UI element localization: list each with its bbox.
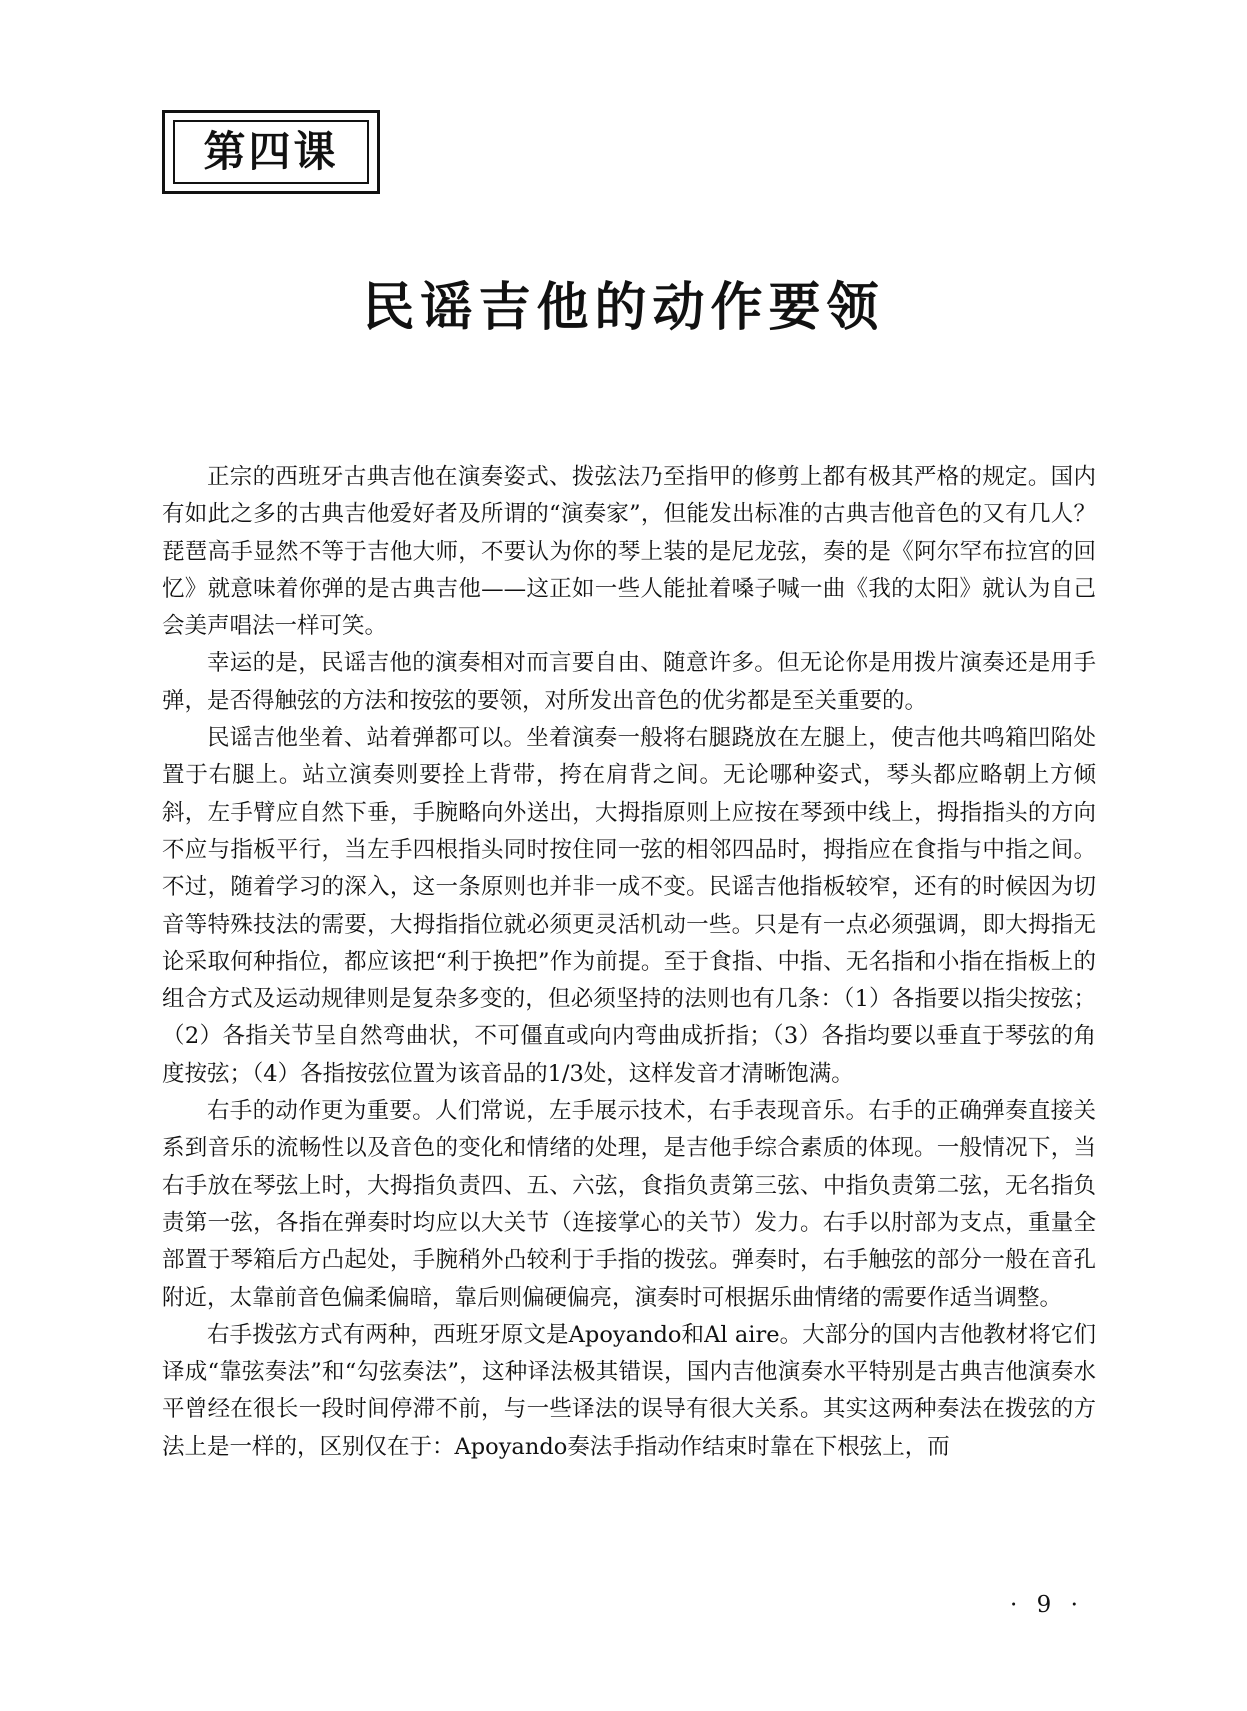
lesson-heading-box <box>162 110 380 194</box>
paragraph-3: 民谣吉他坐着、站着弹都可以。坐着演奏一般将右腿跷放在左腿上，使吉他共鸣箱凹陷处置于右腿上。站立演奏则要拴上背带，挎在肩背之间。无论哪种姿式，琴头都应略朝上方倾斜，左手臂应自然下垂，手腕略向外送出，大拇指原则上应按在琴颈中线上，拇指指头的方向不应与指板平行，当左手四根指头同时按住同一弦的相邻四品时，拇指应在食指与中指之间。不过，随着学习的深入，这一条原则也并非一成不变。民谣吉他指板较窄，还有的时候因为切音等特殊技法的需要，大拇指指位就必须更灵活机动一些。只是有一点必须强调，即大拇指无论采取何种指位，都应该把“利于换把”作为前提。至于食指、中指、无名指和小指在指板上的组合方式及运动规律则是复杂多变的，但必须坚持的法则也有几条：（1）各指要以指尖按弦；（2）各指关节呈自然弯曲状，不可僵直或向内弯曲成折指；（3）各指均要以垂直于琴弦的角度按弦；（4）各指按弦位置为该音品的1/3处，这样发音才清晰饱满。 <box>162 725 1096 1087</box>
body-text <box>162 459 1096 1466</box>
paragraph-4: 右手的动作更为重要。人们常说，左手展示技术，右手表现音乐。右手的正确弹奏直接关系到音乐的流畅性以及音色的变化和情绪的处理，是吉他手综合素质的体现。一般情况下，当右手放在琴弦上时，大拇指负责四、五、六弦，食指负责第三弦、中指负责第二弦，无名指负责第一弦，各指在弹奏时均应以大关节（连接掌心的关节）发力。右手以肘部为支点，重量全部置于琴箱后方凸起处，手腕稍外凸较利于手指的拨弦。弹奏时，右手触弦的部分一般在音孔附近，太靠前音色偏柔偏暗，靠后则偏硬偏亮，演奏时可根据乐曲情绪的需要作适当调整。 <box>162 1098 1096 1311</box>
lesson-label: 第四课 <box>203 127 339 176</box>
lesson-heading-inner-frame <box>173 120 369 184</box>
page-number: · 9 · <box>1010 1592 1084 1618</box>
paragraph-5: 右手拨弦方式有两种，西班牙原文是Apoyando和Al aire。大部分的国内吉他教材将它们译成“靠弦奏法”和“勾弦奏法”，这种译法极其错误，国内吉他演奏水平特别是古典吉他演奏水平曾经在很长一段时间停滞不前，与一些译法的误导有很大关系。其实这两种奏法在拨弦的方法上是一样的，区别仅在于：Apoyando奏法手指动作结束时靠在下根弦上，而 <box>162 1321 1096 1460</box>
paragraph-2: 幸运的是，民谣吉他的演奏相对而言要自由、随意许多。但无论你是用拨片演奏还是用手弹，是否得触弦的方法和按弦的要领，对所发出音色的优劣都是至关重要的。 <box>162 650 1096 714</box>
chapter-title: 民谣吉他的动作要领 <box>362 277 885 338</box>
paragraph-1: 正宗的西班牙古典吉他在演奏姿式、拨弦法乃至指甲的修剪上都有极其严格的规定。国内有如此之多的古典吉他爱好者及所谓的“演奏家”，但能发出标准的古典吉他音色的又有几人？琵琶高手显然不等于吉他大师，不要认为你的琴上装的是尼龙弦，奏的是《阿尔罕布拉宫的回忆》就意味着你弹的是古典吉他——这正如一些人能扯着嗓子喊一曲《我的太阳》就认为自己会美声唱法一样可笑。 <box>162 464 1096 640</box>
